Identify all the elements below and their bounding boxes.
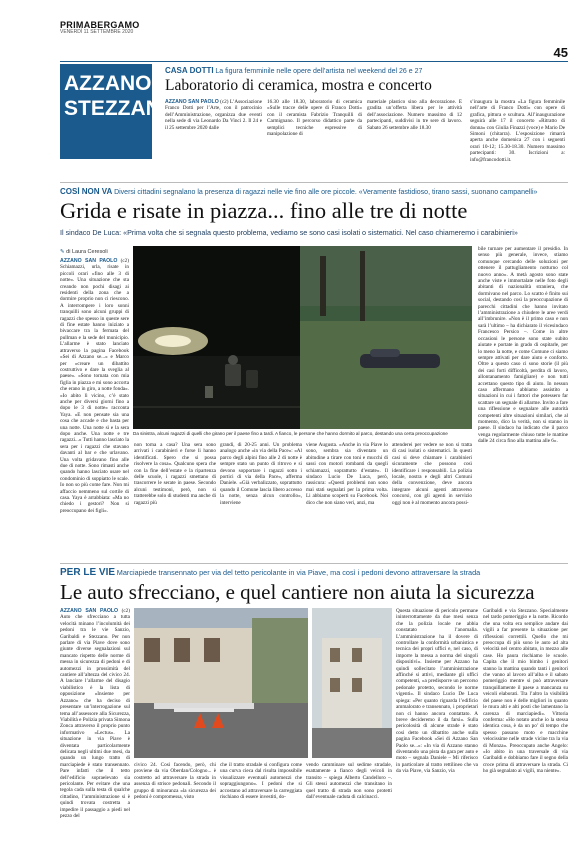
casa-dotti-article <box>165 66 565 176</box>
cosi-non-va-kicker-line <box>60 187 568 197</box>
cosi-non-va-subhead: Diversi cittadini segnalano la presenza di ragazzi nelle vie fino alle ore piccole. «Veramente fastidioso, tirano sassi, suonano campanelli» <box>114 189 538 196</box>
cosi-non-va-col6: bile turnare per aumentare il presidio. In senso più generale, invece, stiamo comunque cercando delle soluzioni per ottenere il pattugliamento notturno col nuovo anno». A metà agosto sono state anche viste e immortalate nelle foto degli abitanti di nazionalità straniera, che dormivano nel parco. Lo scatto è finito sui social, destando così la preoccupazione di parecchi cittadini che hanno invitato l’amministrazione a chiudere le aree verdi all’imbrunire. «Non è il primo caso e non sarà l’ultimo – ha dichiarato il vicesindaco Francesco Persico –. Come in altre occasioni le persone sono state subito aiutate e portate in grado di ospitarle, per lo meno la notte, e come Comune ci siamo sempre attivati per dare aiuto e conforto. Oltre a questo caso ci sono storie (il più dei casi forti difficoltà, perdita di lavoro, allontanamento famigliare) e non tutti accettano questo tipo di aiuto. In nessun caso affermano abbiamo assistito a situazioni in cui i fattori che potessero far scattare un segnale di allarme. Invito a fare una riflessione e segnalare alle autorità competenti altre situazioni similari, che al momento, dico la verità, non si stanno in paese. Il sindaco ha indicato che il parco venga regolarmente chiuso tutte le mattine dalle 24 circa fino alla mattina alle 6». <box>478 246 568 445</box>
per-le-vie-col6: Garibaldi e via Stezzano. Specialmente nel tardo pomeriggio e la notte. Ricordo che una volta era semplice andare dai vigili a far presente la situazione per riflessioni correttili. Quello che mi preoccupa di più sono le auto ad alta velocità nel centro abitato, in mezzo alle case. Ho paura rischiamo le scuole. Capita che il mio bimbo i genitori stanno la mattina quando tanti i genitori che vanno al lavoro all’alba e il sabato pomeriggio mentre si può attraversare tranquillamente il paese a mancanza su veicoli elaborati. Tra l’altro la visibilità del paese non è delle migliori in quanto le mura alti e alti posti che lamentano la carenza di marciapiedi». Vittoria conferma: «Ho notato anche io la stessa identica cosa, è da un po’ di tempo che spesso passano moto e macchine velocissime nelle strade vicine tra la via di Monza». Preoccupato anche Angelo: «Io abito in una traversale di via Garibaldi e dobbiamo fare il segno della croce prima di attraversare la strada. Ci ho già segnalato ai vigili, ma niente». <box>483 608 568 775</box>
cosi-non-va-standfirst: Il sindaco De Luca: «Prima volta che si segnala questo problema, vediamo se sono casi isolati o sistematici. Nel caso chiameremo i carabinieri» <box>60 228 518 237</box>
header-rule <box>60 61 568 62</box>
page-number: 45 <box>553 45 568 60</box>
per-le-vie-headline: Le auto sfrecciano, e quel cantiere non aiuta la sicurezza <box>60 580 535 604</box>
cosi-non-va-col5: attenderei per vedere se non si tratta di casi isolati o sistematici. In questi casi si deve chiamare i carabinieri sicuramente che possono così identificare i responsabili. La polizia locale, nostra e degli altri Comuni della convenzione, deve ancora integrare alcuni agenti attraverso concorsi, con gli agenti in servizio oggi non è al momento ancora possi- <box>392 442 472 506</box>
cosi-non-va-col1: AZZANO SAN PAOLO (c2) Schiamazzi, urla, risate in piccoli orari «fino alle 3 di notte». Una situazione che sta creando non pochi disagi ai residenti della zona che a dormire proprio non ci riescono. A interrompere i loro sonni tranquilli sono alcuni gruppi di ragazzi che spesso in queste sere di fine estate hanno iniziato a bivaccare tra la fermata del pullman e la sede del municipio. L’allarme è stato lanciato attraverso la pagina Facebook «Sei di Azzano se...» e Marco per «creare un dibattito costruttivo e dare la sveglia al paese». «Sono tornata con mia figlia in piazza e mi sono accorta che erano in giro, a notte fonda». «Io abito lì vicino, c’è stato anche per diversi giorni fino a dopo le 3 di notte» racconta Yaya. «E non pensate sia una cosa che accade e che basta per una notte. Una notte sì e la sera dopo anche. Una notte e tre ragazzi...» Tutti hanno lasciato la sera per i ragazzi che stavano davanti al bar e che urlavano. Una volta gridavano fino alle due di notte. Sono rimasti anche quando hanno lasciato usare nel condominio di soppiatto le scale. Io non so più come fare. Non mi affaccio nemmeno sul cortile di casa. Yaya è arrabbiata: «Ma no chiedo i gestori? Non si preoccupano dei figli». <box>60 258 129 514</box>
street-construction-photo <box>134 608 308 758</box>
section-band-line2: STEZZANO <box>64 97 178 120</box>
pen-icon: ✎ <box>60 249 65 255</box>
casa-dotti-col1: AZZANO SAN PAOLO (c2) L’Associazione Franco Dotti per l’Arte, con il patrocinio dell’Amministrazione, organizza due eventi nella sede di via Leonardo Da Vinci 2. Il 24 e il 25 settembre 2020 dalle <box>165 99 262 131</box>
per-le-vie-col4: vendo camminare sul sedime stradale, esattamente a fianco degli veicoli in transito – spiega Alberto Candelloro –. Gli stessi automezzi che transitano in quel tratto di strada non sono protetti dall’eventuale caduta di calcinacci. <box>306 762 392 801</box>
photo-caption: Da sinistra, alcuni ragazzi di quelli che girano per il paese fino a tardi. A fianco, le persone che hanno dormito al parco, destando una certa preoccupazione <box>133 431 472 437</box>
person-silhouette-icon <box>225 364 241 386</box>
cosi-non-va-col3: grandi, di 20-25 anni. Un problema analogo anche «in via della Pace»: «Al parco degli alpini fino alle 2 di notte è sempre stato un punto di ritrovo e si devono sopportare i ragazzi sotto i portici di via della Pace», afferma Daniele. «Già verbalizzato, soprattutto quando il Comune lascia libero accesso la notte, senza alcun controllo», interviene <box>220 442 302 506</box>
cosi-non-va-dateline: AZZANO SAN PAOLO <box>60 258 118 264</box>
night-scene-illustration <box>133 246 300 429</box>
trash-can-icon <box>205 386 213 398</box>
building-photo <box>312 608 392 758</box>
casa-dotti-kicker-line <box>165 66 565 76</box>
casa-dotti-col4: s’inaugura la mostra «La figura femminile nell’arte di Franco Dotti» con opere di grafica, pittura e scultura. All’inaugurazione seguirà alle 17 il concerto «Ritratto di donna» con Giulia Finazzi (voce) e Mario De Simoni (chitarra). L’esposizione rimarrà aperta anche domenica 27 con i seguenti orari 10-12; 15.30-18.30. Numero massimo partecipanti: 30. Iscrizioni a: info@francodotti.it. <box>470 99 565 163</box>
per-le-vie-col2: civico 24. Così facendo, però, chi proviene da via Oberdan/Cologno... è costretto ad attraversare la strada in assenza di strisce pedonali. Secondo il gruppo di minoranza «la sicurezza dei pedoni è compromessa, visto <box>134 762 216 801</box>
per-le-vie-kicker-line <box>60 568 568 578</box>
casa-dotti-col3: materiale plastico sino alla decorazione. È gradita un’offerta libera per le attività dell’associazione. Numero massimo di 12 partecipanti, suddivisi in tre sere di lavoro. Sabato 26 settembre alle 18.30 <box>367 99 462 131</box>
per-le-vie-subhead: Marciapiede transennato per via del tetto pericolante in via Piave, ma così i pedoni devono attraversare la strada <box>116 568 481 577</box>
cosi-non-va-kicker: COSÌ NON VA <box>60 187 113 196</box>
night-youth-photo <box>133 246 300 429</box>
byline-text: di Laura Ceresoli <box>66 249 108 255</box>
per-le-vie-col1: AZZANO SAN PAOLO (c2) Auto che sfrecciano a tutta velocità minano l’incolumità dei pedoni tra le vie Sanzio, Garibaldi e Stezzano. Per non parlare di via Piave dove sono giunte diverse segnalazioni sul mancato rispetto delle norme di messa in sicurezza di pedoni e di automezzi in prossimità del cantiere all’altezza del civico 24. A lanciare l’allarme del disagio viabilistico è la lista di opposizione «Insieme per Azzano» che ha deciso di presentare un’interrogazione sul tema all’assessore alla Sicurezza, Viabilità e Polizia privata Simona Zonca attraverso il proprio punto informativo «Lectus». La situazione in via Piave è diventata particolarmente delicata negli ultimi due mesi, da quando un lungo tratto di marciapiede è stato transennato. Pare infatti che il tetto dell’edificio sopraelevato sia pericolante. Per evitare che una tegola cada sulla testa di qualche cittadino, l’amministrazione si è quindi trovata costretta a impedire il passaggio a piedi nel pezzo del <box>60 608 130 819</box>
casa-dotti-dateline: AZZANO SAN PAOLO <box>165 99 219 105</box>
section-band <box>60 64 178 159</box>
per-le-vie-kicker: PER LE VIE <box>60 568 116 578</box>
building-scene-illustration <box>312 608 392 758</box>
per-le-vie-dateline: AZZANO SAN PAOLO <box>60 608 119 614</box>
per-le-vie-col5: Questa situazione di pericolo permane ininterrottamente da due mesi senza che la polizia locale ne abbia constatato l’anomalia. L’amministrazione ha il dovere di controllare la conformità urbanistica e tecnica dei propri uffici e, nel caso, di imporre la messa a norma del singoli dispositivi». Insieme per Azzano ha quindi sollecitato l’amministrazione affinché si attivi, mediante gli uffici competenti, «a predisporre un percorso pedonale protetto, secondo le norme vigenti». Il sindaco Lucio De Luca spiega: «Per quanto riguarda l’edificio ammalorato e transennato, i proprietari non ci hanno ancora contattato. A breve decideremo il da farsi». Sulla pericolosità di alcune strade è stato così detto un dibattito anche sulla pagina Facebook «Sei di Azzano San Paolo se...»: «In via di Azzano stanno diventando una pista da gara per auto e moto – segnala Daniele – Mi riferisco in particolare al tratto rettilineo che va da via Piave, via Sanzio, via <box>396 608 478 775</box>
casa-dotti-headline: Laboratorio di ceramica, mostra e concerto <box>165 77 432 94</box>
cosi-non-va-headline: Grida e risate in piazza... fino alle tre di notte <box>60 198 468 223</box>
byline <box>60 249 108 255</box>
construction-scene-illustration <box>134 608 308 758</box>
park-scene-illustration <box>300 246 472 429</box>
casa-dotti-subhead: La figura femminile nelle opere dell’artista nel weekend del 26 e 27 <box>215 68 423 75</box>
issue-date: VENERDÌ 11 SETTEMBRE 2020 <box>60 29 134 35</box>
park-sleepers-photo <box>300 246 472 429</box>
publication-name: PRIMABERGAMO <box>60 20 140 30</box>
section-band-line1: AZZANO <box>64 72 152 95</box>
casa-dotti-kicker: CASA DOTTI <box>165 66 214 75</box>
cosi-non-va-col2: non torna a casa? Una sera sono arrivati i carabinieri e forse li hanno identificati. Spero che si possa risolvere la cosa». Qualcuno spera che con la fine dell’estate e la ripartenza delle scuole, i ragazzi smettano di trascorrere le serate in paese. Secondo alcuni testimoni, però, non si tratterebbe solo di studenti ma anche di ragazzi più <box>134 442 216 506</box>
section-divider-2 <box>60 563 568 564</box>
section-divider <box>60 182 568 183</box>
casa-dotti-col2: 16.30 alle 18.30, laboratorio di ceramica «Sulle tracce delle opere di Franco Dotti» con il ceramista Fabrizio Tranquilli di Carmignano. Il percorso didattico parte da semplici tecniche espressive di manipolazione di <box>267 99 362 138</box>
per-le-vie-col3: che il tratto stradale si configura come una curva cieca dal risulta impossibile visualizzare eventuali automezzi che sopraggiungono». I pedoni che si accostano ad attraversare la carreggiata rischiano di essere investiti, do- <box>220 762 302 801</box>
cosi-non-va-col4: viene Augusta. «Anche in via Piave lo sono, sembra sia diventato un abitudine a tirare con toni e mucchi di sassi con motori rombanti da quegli schiamazzi, soprattutto d’estate». Il sindaco Lucio De Luca, però, rassicura: «Questi problemi non sono mai stati segnalati per la prima volta. Li abbiamo scoperti su Facebook. Noi dico che non siano veri, anzi, ma <box>306 442 388 506</box>
